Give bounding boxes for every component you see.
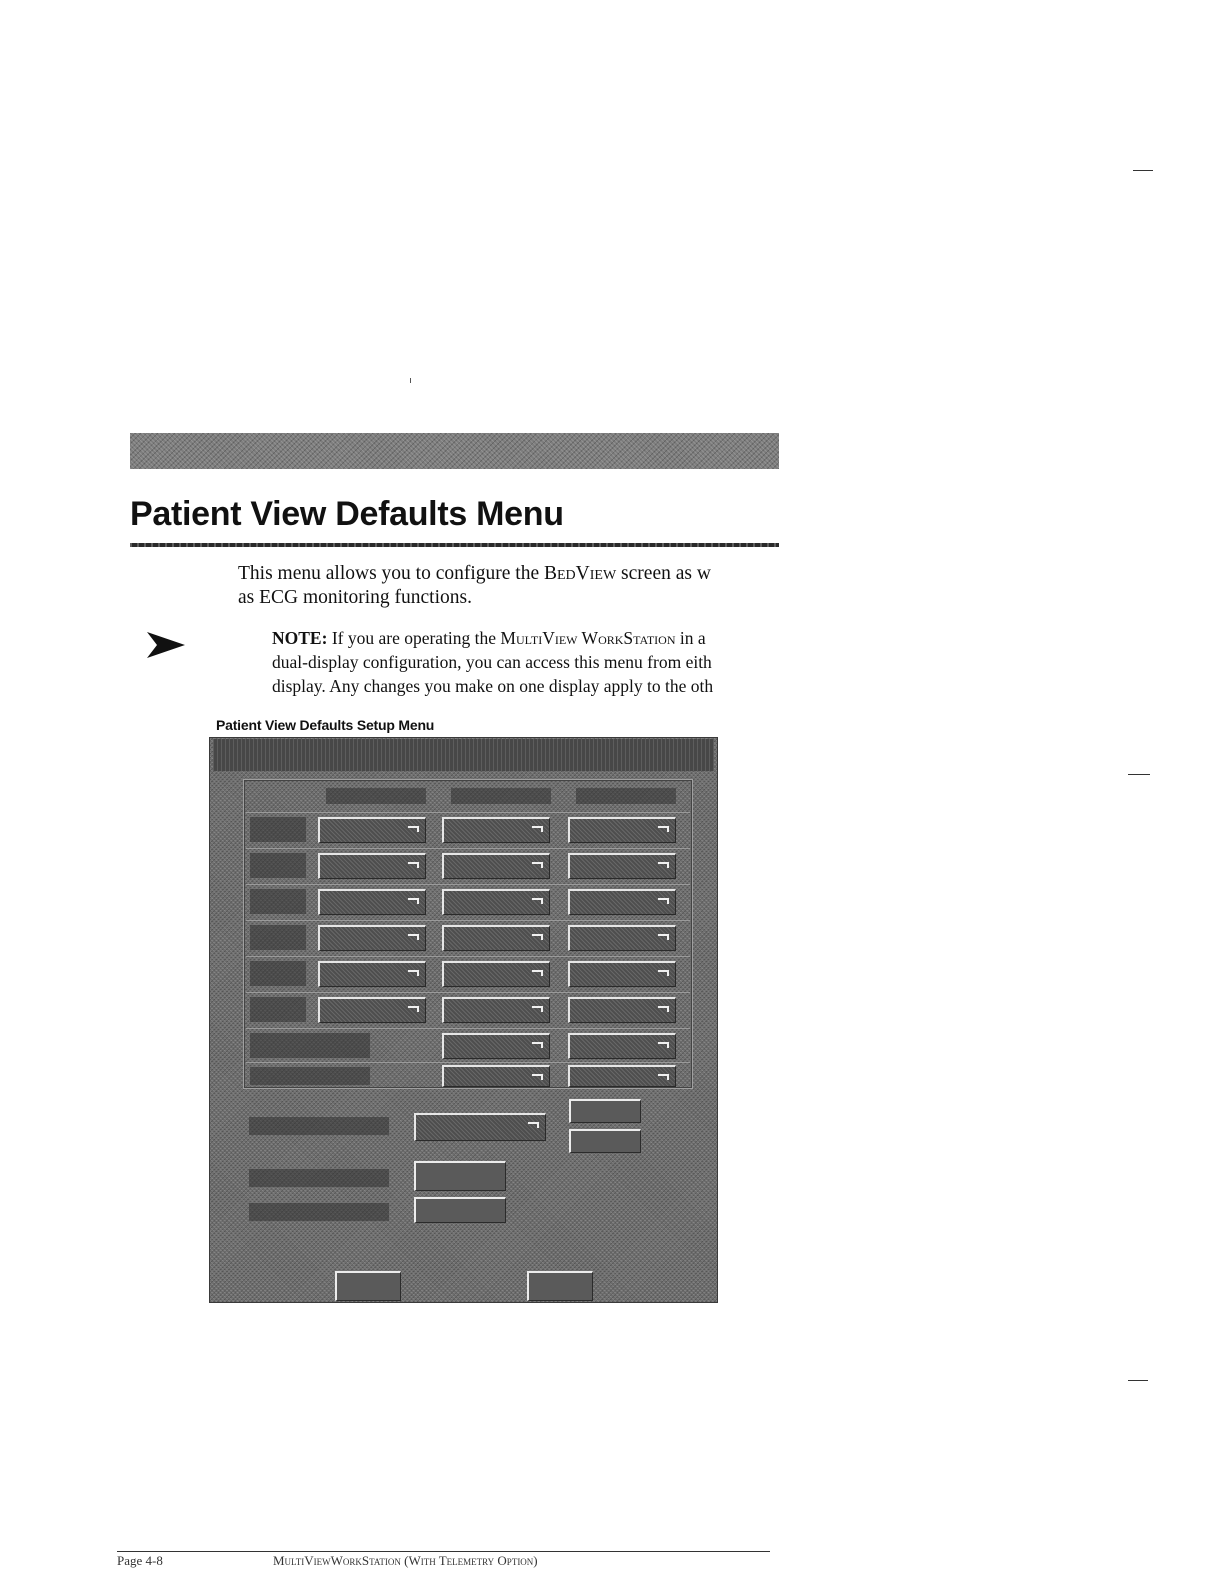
dropdown-field[interactable] [442,1065,550,1087]
note-line-3: display. Any changes you make on one display apply to the oth [272,676,714,696]
dropdown-field[interactable] [318,817,426,843]
dropdown-field[interactable] [568,817,676,843]
dropdown-icon [408,934,419,940]
ok-button[interactable] [335,1271,401,1301]
dropdown-field[interactable] [442,925,550,951]
dropdown-icon [532,1042,543,1048]
dropdown-icon [532,1006,543,1012]
dropdown-icon [408,826,419,832]
grid-header-row [246,782,690,812]
dropdown-icon [532,898,543,904]
row-label [250,889,306,914]
dropdown-icon [532,934,543,940]
dropdown-icon [532,970,543,976]
intro-line-1: This menu allows you to configure the BedView screen as w [238,563,711,584]
grid-row [246,920,690,955]
figure-caption: Patient View Defaults Setup Menu [216,717,435,733]
dropdown-icon [532,1074,543,1080]
dropdown-field[interactable] [568,961,676,987]
cancel-button[interactable] [527,1271,593,1301]
dropdown-field[interactable] [568,889,676,915]
grid-row [246,956,690,991]
margin-mark-top [1133,170,1153,171]
margin-mark-bottom [1128,1380,1148,1381]
dropdown-icon [658,1006,669,1012]
note-label: NOTE: [272,628,328,648]
page-title: Patient View Defaults Menu [130,495,564,533]
dropdown-icon [658,1042,669,1048]
dropdown-field[interactable] [568,853,676,879]
dropdown-icon [408,862,419,868]
title-underline [130,543,779,547]
dropdown-icon [532,862,543,868]
row-label [250,925,306,950]
value-field[interactable] [414,1161,506,1191]
dropdown-field[interactable] [442,1033,550,1059]
dropdown-field[interactable] [568,997,676,1023]
grid-row [246,1028,690,1063]
grid-row [246,812,690,847]
footer-rule [117,1551,770,1552]
settings-grid [243,779,693,1089]
row-label [250,961,306,986]
row-label [250,1067,370,1085]
dropdown-icon [658,862,669,868]
dropdown-field[interactable] [318,889,426,915]
dropdown-icon [408,898,419,904]
grid-row [246,1062,690,1087]
column-header [326,788,426,804]
dropdown-icon [408,970,419,976]
dropdown-field[interactable] [442,889,550,915]
footer-product-title: MultiViewWorkStation (With Telemetry Option) [273,1553,538,1568]
intro-line-2: as ECG monitoring functions. [238,587,472,608]
dropdown-field[interactable] [568,1033,676,1059]
dropdown-field[interactable] [318,853,426,879]
dropdown-icon [658,826,669,832]
row-label [250,853,306,878]
menu-title-bar [213,739,714,771]
option-button[interactable] [569,1099,641,1123]
dropdown-field[interactable] [568,925,676,951]
dropdown-field[interactable] [442,961,550,987]
dropdown-field[interactable] [568,1065,676,1087]
dropdown-field[interactable] [414,1113,546,1141]
dropdown-icon [658,934,669,940]
section-header-band [130,433,779,469]
note-line-2: dual-display configuration, you can access this menu from eith [272,652,712,672]
bedview-term: BedView [543,563,617,584]
setting-label [249,1203,389,1221]
row-label [250,817,306,842]
dropdown-field[interactable] [318,925,426,951]
grid-row [246,884,690,919]
dropdown-icon [658,1074,669,1080]
setting-label [249,1169,389,1187]
grid-row [246,848,690,883]
dropdown-icon [532,826,543,832]
row-label [250,997,306,1022]
note-block [272,626,779,698]
scan-speck [410,378,411,383]
intro-paragraph [238,562,779,610]
row-label [250,1033,370,1058]
dropdown-field[interactable] [442,853,550,879]
option-button[interactable] [569,1129,641,1153]
grid-row [246,992,690,1027]
dropdown-icon [658,970,669,976]
column-header [451,788,551,804]
dropdown-field[interactable] [442,997,550,1023]
dropdown-field[interactable] [318,997,426,1023]
dropdown-icon [528,1122,539,1128]
setting-label [249,1117,389,1135]
dropdown-icon [658,898,669,904]
value-field[interactable] [414,1197,506,1223]
dropdown-icon [408,1006,419,1012]
margin-mark-middle [1128,774,1150,775]
footer-page-number: Page 4-8 [117,1553,163,1568]
note-arrow-icon [147,632,185,658]
column-header [576,788,676,804]
setup-menu-screenshot [209,737,718,1303]
dropdown-field[interactable] [442,817,550,843]
multiview-term: MultiView WorkStation [500,628,676,648]
dropdown-field[interactable] [318,961,426,987]
note-line-1: NOTE: If you are operating the MultiView WorkStation in a [272,628,706,648]
